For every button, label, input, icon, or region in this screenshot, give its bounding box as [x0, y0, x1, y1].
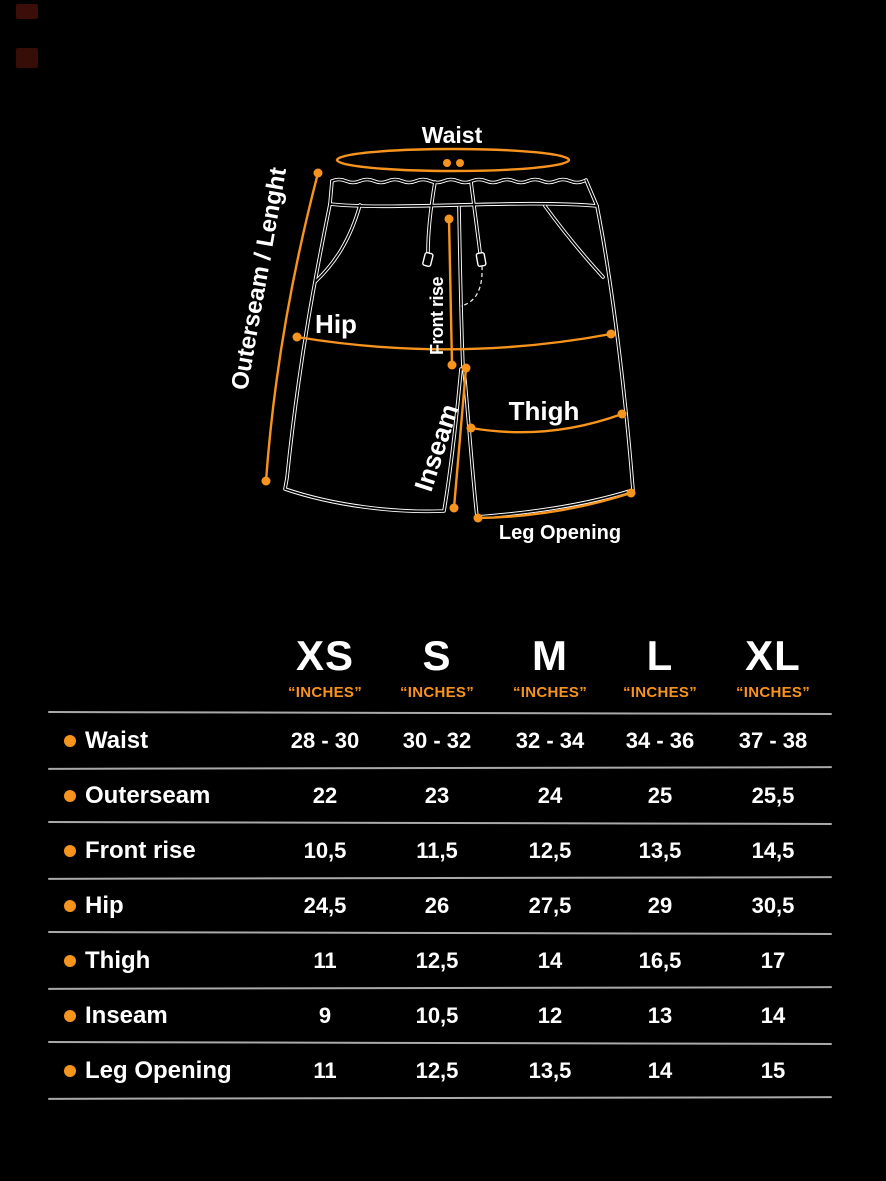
- value-cell: 32 - 34: [515, 727, 585, 753]
- value-cell: 13,5: [528, 1057, 572, 1083]
- inches-unit-label: “INCHES”: [287, 684, 363, 701]
- row-label: [48, 1002, 270, 1030]
- value-cell: 13,5: [638, 837, 682, 863]
- value-cell: 28 - 30: [290, 727, 360, 753]
- measure-row: [48, 769, 832, 822]
- bullet-icon: [64, 955, 76, 967]
- row-label: [48, 837, 270, 865]
- value-cell: 22: [312, 782, 338, 808]
- size-table-body: [48, 712, 832, 1099]
- value-cell: 25: [647, 782, 673, 808]
- inches-unit-label: “INCHES”: [512, 684, 588, 701]
- row-label-text: Front rise: [85, 836, 196, 864]
- bullet-icon: [64, 1065, 76, 1077]
- value-cell: 16,5: [638, 947, 682, 973]
- value-cell: 25,5: [751, 782, 795, 808]
- value-cell: 24,5: [303, 892, 347, 918]
- size-label: S: [422, 632, 452, 679]
- value-cell: 24: [537, 782, 563, 808]
- size-table: [48, 620, 832, 1099]
- value-cell: 37 - 38: [738, 727, 808, 753]
- value-cell: 27,5: [528, 892, 572, 918]
- value-cell: 17: [760, 947, 786, 973]
- value-cell: 12,5: [415, 947, 459, 973]
- row-label-text: Inseam: [85, 1001, 168, 1029]
- value-cell: 13: [647, 1002, 673, 1028]
- row-label-text: Leg Opening: [85, 1056, 232, 1084]
- value-cell: 10,5: [303, 837, 347, 863]
- fly-stitch-line: [461, 266, 482, 306]
- measure-row: [48, 934, 832, 987]
- value-cell: 14,5: [751, 837, 795, 863]
- row-label: [48, 947, 270, 975]
- value-cell: 14: [647, 1057, 673, 1083]
- bullet-icon: [64, 1010, 76, 1022]
- size-label: XL: [745, 632, 801, 679]
- drawstring-aglet-right: [476, 252, 486, 266]
- inches-unit-label: “INCHES”: [622, 684, 698, 701]
- measure-row: [48, 879, 832, 932]
- measure-row: [48, 714, 832, 767]
- measure-row: [48, 1044, 832, 1097]
- row-label-text: Waist: [85, 726, 149, 754]
- value-cell: 9: [318, 1002, 332, 1028]
- row-label-text: Hip: [85, 891, 124, 919]
- value-cell: 34 - 36: [625, 727, 695, 753]
- size-column-header: [494, 634, 606, 701]
- bullet-icon: [64, 735, 76, 747]
- size-column-header: [380, 634, 494, 701]
- measure-row: [48, 824, 832, 877]
- value-cell: 14: [760, 1002, 786, 1028]
- label-outerseam: Outerseam / Lenght: [226, 165, 293, 393]
- bullet-icon: [64, 845, 76, 857]
- divider-line: [48, 1096, 832, 1100]
- size-column-header: [270, 634, 380, 701]
- size-label: XS: [295, 632, 355, 679]
- bullet-icon: [64, 790, 76, 802]
- row-label: [48, 727, 270, 755]
- size-label: L: [646, 632, 674, 679]
- size-table-header: [48, 620, 832, 712]
- value-cell: 30 - 32: [402, 727, 472, 753]
- label-leg-opening: Leg Opening: [498, 522, 622, 544]
- value-cell: 11,5: [416, 837, 458, 863]
- label-waist: Waist: [421, 122, 483, 148]
- value-cell: 12,5: [528, 837, 572, 863]
- front-rise-measure-line: [449, 219, 452, 365]
- value-cell: 23: [424, 782, 450, 808]
- size-column-header: [606, 634, 714, 701]
- measure-row: [48, 989, 832, 1042]
- value-cell: 11: [313, 1057, 337, 1083]
- row-label-text: Thigh: [85, 946, 151, 974]
- value-cell: 26: [424, 892, 450, 918]
- label-inseam: Inseam: [408, 400, 465, 495]
- drawstring-aglet-left: [422, 252, 433, 267]
- inches-unit-label: “INCHES”: [399, 684, 475, 701]
- value-cell: 11: [313, 947, 337, 973]
- label-hip: Hip: [315, 309, 357, 339]
- label-front-rise: Front rise: [427, 276, 447, 355]
- waist-measure-line: [337, 149, 569, 171]
- value-cell: 12,5: [415, 1057, 459, 1083]
- value-cell: 15: [760, 1057, 786, 1083]
- value-cell: 10,5: [415, 1002, 459, 1028]
- value-cell: 14: [537, 947, 563, 973]
- row-label-text: Outerseam: [85, 781, 211, 809]
- bullet-icon: [64, 900, 76, 912]
- row-label: [48, 782, 270, 810]
- value-cell: 30,5: [751, 892, 795, 918]
- value-cell: 29: [647, 892, 673, 918]
- value-cell: 12: [537, 1002, 563, 1028]
- row-label: [48, 892, 270, 920]
- label-thigh: Thigh: [508, 396, 580, 426]
- inches-unit-label: “INCHES”: [735, 684, 811, 701]
- size-label: M: [532, 632, 568, 679]
- size-column-header: [714, 634, 832, 701]
- row-label: [48, 1057, 270, 1085]
